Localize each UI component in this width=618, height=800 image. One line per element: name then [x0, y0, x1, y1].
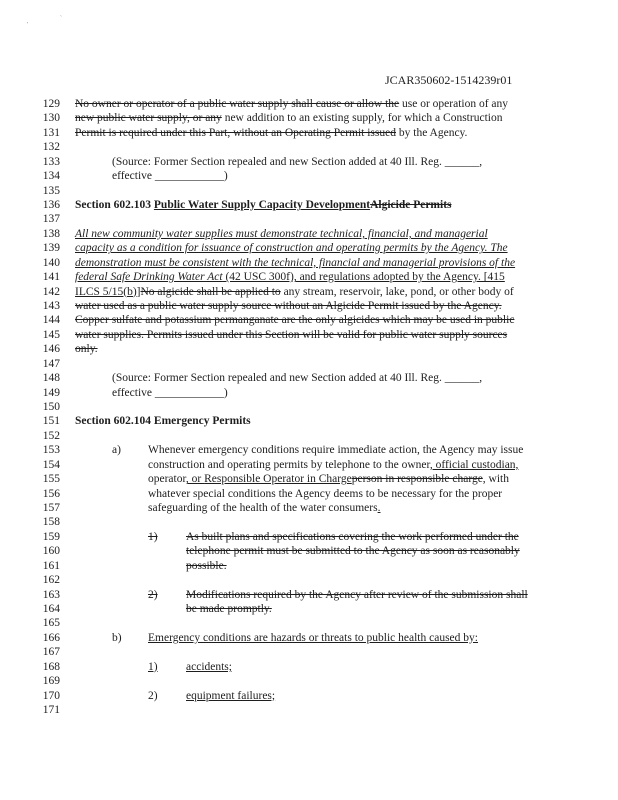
line-text: any stream, reservoir, lake, pond, or other body of — [280, 285, 514, 298]
document-line — [186, 531, 519, 543]
line-text: (Source: Former Section repealed and new Section added at 40 Ill. Reg. ______, — [112, 155, 483, 168]
document-line — [186, 603, 272, 615]
document-line — [75, 98, 508, 110]
line-number: 170 — [42, 689, 60, 702]
line-number: 150 — [42, 401, 60, 414]
document-line — [148, 589, 158, 601]
line-text: 2) — [148, 689, 158, 702]
deleted-text: person in responsible charge — [351, 473, 483, 486]
line-number: 144 — [42, 314, 60, 327]
inserted-text: 1) — [148, 660, 158, 673]
line-number: 139 — [42, 242, 60, 255]
document-line — [148, 661, 158, 673]
deleted-text: No owner or operator of a public water supply shall cause or allow the — [75, 98, 400, 110]
document-line — [186, 661, 232, 673]
line-number: 145 — [42, 328, 60, 341]
line-number: 141 — [42, 271, 60, 284]
document-line — [148, 531, 158, 543]
line-number: 131 — [42, 126, 60, 139]
document-line — [148, 444, 523, 456]
line-text: operator — [148, 473, 186, 486]
document-line — [75, 112, 502, 124]
line-text: construction and operating permits by telephone to the owner — [148, 458, 430, 471]
line-number: 162 — [42, 574, 60, 587]
inserted-text: federal Safe Drinking Water Act — [75, 271, 223, 284]
line-number: 134 — [42, 170, 60, 183]
line-text: by the Agency. — [396, 126, 468, 139]
document-line — [112, 372, 482, 384]
line-text: b) — [112, 631, 122, 644]
line-text: safeguarding of the health of the water consumers — [148, 502, 378, 515]
deleted-text: be made promptly. — [186, 603, 272, 616]
line-number: 169 — [42, 675, 60, 688]
inserted-text: Emergency conditions are hazards or threats to public health caused by: — [148, 631, 478, 644]
deleted-text: 1) — [148, 530, 158, 543]
line-text: Section 602.104 Emergency Permits — [75, 415, 251, 428]
deleted-text: Modifications required by the Agency after review of the submission shall — [186, 588, 528, 601]
line-number: 158 — [42, 516, 60, 529]
line-number: 153 — [42, 444, 60, 457]
line-number: 137 — [42, 213, 60, 226]
document-line — [75, 199, 452, 211]
inserted-text: , official custodian, — [429, 458, 519, 471]
line-number: 143 — [42, 300, 60, 313]
line-number: 164 — [42, 603, 60, 616]
line-number: 157 — [42, 502, 60, 515]
line-number: 154 — [42, 458, 60, 471]
document-line — [75, 343, 98, 355]
line-number: 168 — [42, 660, 60, 673]
scan-artifact-mark: ` — [60, 16, 62, 22]
document-line — [186, 560, 227, 572]
document-line — [112, 156, 482, 168]
line-number: 129 — [42, 98, 60, 110]
inserted-text: capacity as a condition for issuance of construction and operating permits by the Agency. The — [75, 242, 508, 255]
inserted-text: Responsible Operator in Charge — [204, 473, 352, 486]
document-line — [75, 329, 507, 341]
line-number: 138 — [42, 227, 60, 240]
inserted-text: equipment failures; — [186, 689, 276, 702]
line-number: 136 — [42, 199, 60, 211]
deleted-text: water used as a public water supply source without an Algicide Permit issued by the Agency. — [75, 300, 502, 313]
scan-artifact-mark: ' — [27, 22, 29, 28]
line-number: 148 — [42, 372, 60, 385]
line-number: 135 — [42, 184, 60, 197]
line-text: , with — [482, 473, 509, 486]
document-line — [148, 690, 158, 702]
deleted-text: telephone permit must be submitted to the Agency as soon as reasonably — [186, 545, 520, 558]
line-text: effective ____________) — [112, 170, 228, 183]
deleted-text: possible. — [186, 559, 227, 572]
line-text: new addition to an existing supply, for which a Construction — [221, 112, 503, 125]
deleted-text: 2) — [148, 588, 158, 601]
document-line — [112, 170, 228, 182]
deleted-text: only. — [75, 343, 98, 356]
inserted-text: All new community water supplies must demonstrate technical, financial, and managerial — [75, 227, 488, 240]
document-line — [75, 271, 505, 283]
line-number: 163 — [42, 588, 60, 601]
document-line — [148, 502, 380, 514]
inserted-text: (42 USC 300f), and regulations adopted by the Agency. [415 — [222, 271, 505, 284]
line-number: 130 — [42, 112, 60, 125]
line-number: 165 — [42, 617, 60, 630]
line-number: 161 — [42, 559, 60, 572]
line-text: whatever special conditions the Agency deems to be necessary for the proper — [148, 487, 503, 500]
document-line — [148, 488, 502, 500]
document-line — [75, 415, 251, 427]
deleted-text: Algicide Permits — [370, 199, 452, 211]
line-number: 166 — [42, 631, 60, 644]
document-line — [148, 473, 509, 485]
document-id: JCAR350602-1514239r01 — [385, 73, 513, 87]
inserted-text: . — [377, 502, 381, 515]
line-text: a) — [112, 444, 121, 457]
line-number: 147 — [42, 357, 60, 370]
line-number: 155 — [42, 473, 60, 486]
inserted-text: demonstration must be consistent with the technical, financial and managerial provisions of the — [75, 256, 516, 269]
line-number: 142 — [42, 285, 60, 298]
line-number: 151 — [42, 415, 60, 428]
line-number: 146 — [42, 343, 60, 356]
document-line — [186, 589, 528, 601]
line-number: 156 — [42, 487, 60, 500]
deleted-text: As built plans and specifications covering the work performed under the — [186, 530, 519, 543]
line-number: 159 — [42, 530, 60, 543]
deleted-text: No algicide shall be applied to — [140, 285, 281, 298]
line-number: 167 — [42, 646, 60, 659]
document-line — [186, 545, 520, 557]
document-line — [75, 228, 488, 240]
inserted-text: accidents; — [186, 660, 232, 673]
document-line — [75, 300, 502, 312]
deleted-text: Permit is required under this Part, without an Operating Permit issued — [75, 126, 396, 139]
document-line — [75, 242, 508, 254]
deleted-text: water supplies. Permits issued under this Section will be valid for public water supply sources — [75, 328, 508, 341]
line-text: (Source: Former Section repealed and new Section added at 40 Ill. Reg. ______, — [112, 372, 483, 385]
line-number: 160 — [42, 545, 60, 558]
document-line — [148, 459, 518, 471]
line-number: 171 — [42, 704, 60, 717]
document-line — [186, 690, 275, 702]
line-number: 140 — [42, 256, 60, 269]
document-line — [112, 444, 121, 456]
line-number: 132 — [42, 141, 60, 154]
deleted-text: Copper sulfate and potassium permanganate are the only algicides which may be used in public — [75, 314, 515, 327]
document-line — [112, 387, 228, 399]
document-line — [75, 127, 467, 139]
inserted-text: Public Water Supply Capacity Development — [153, 199, 371, 211]
line-number: 149 — [42, 386, 60, 399]
document-line — [75, 314, 514, 326]
line-text: Section 602.103 — [75, 199, 154, 211]
line-number: 133 — [42, 155, 60, 168]
line-number: 152 — [42, 429, 60, 442]
deleted-text: new public water supply, or any — [75, 112, 222, 125]
inserted-text: , or — [185, 473, 205, 486]
line-text: use or operation of any — [399, 98, 509, 110]
document-line — [112, 632, 122, 644]
line-text: Whenever emergency conditions require immediate action, the Agency may issue — [148, 444, 524, 457]
inserted-text: ILCS 5/15(b)] — [75, 285, 141, 298]
line-text: effective ____________) — [112, 386, 228, 399]
document-line — [148, 632, 478, 644]
document-line — [75, 286, 514, 298]
document-line — [75, 257, 515, 269]
